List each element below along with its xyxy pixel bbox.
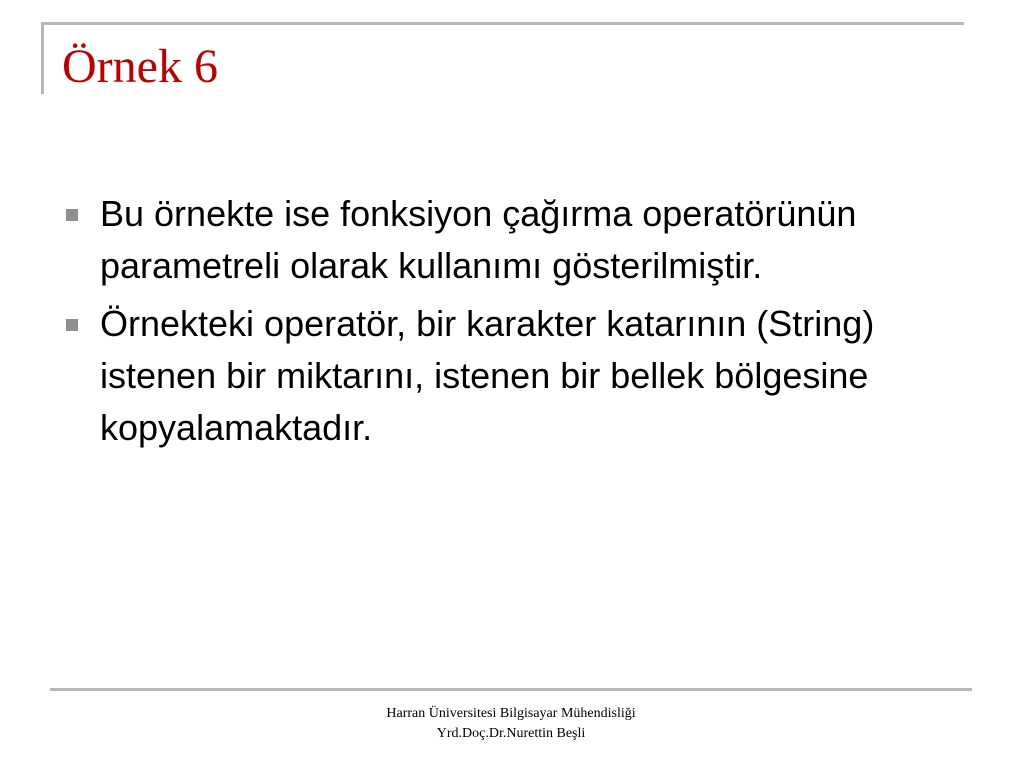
footer-divider [50, 688, 972, 691]
footer-institution: Harran Üniversitesi Bilgisayar Mühendisliği [386, 706, 636, 721]
bullet-item-2 [62, 298, 932, 454]
square-bullet-icon [66, 209, 78, 221]
square-bullet-icon [66, 319, 78, 331]
bullet-item-1 [62, 188, 932, 292]
slide-frame-top-rule [41, 22, 964, 25]
slide-footer [50, 704, 972, 744]
bullet-list [62, 188, 932, 460]
footer-author: Yrd.Doç.Dr.Nurettin Beşli [436, 726, 586, 741]
slide-frame-left-rule [41, 22, 44, 94]
slide-title: Örnek 6 [62, 40, 218, 93]
bullet-text-2: Örnekteki operatör, bir karakter katarının (String) istenen bir miktarını, istenen bir bellek bölgesine kopyalamaktadır. [100, 303, 875, 448]
bullet-text-1: Bu örnekte ise fonksiyon çağırma operatörünün parametreli olarak kullanımı gösterilmiştir. [100, 193, 857, 286]
